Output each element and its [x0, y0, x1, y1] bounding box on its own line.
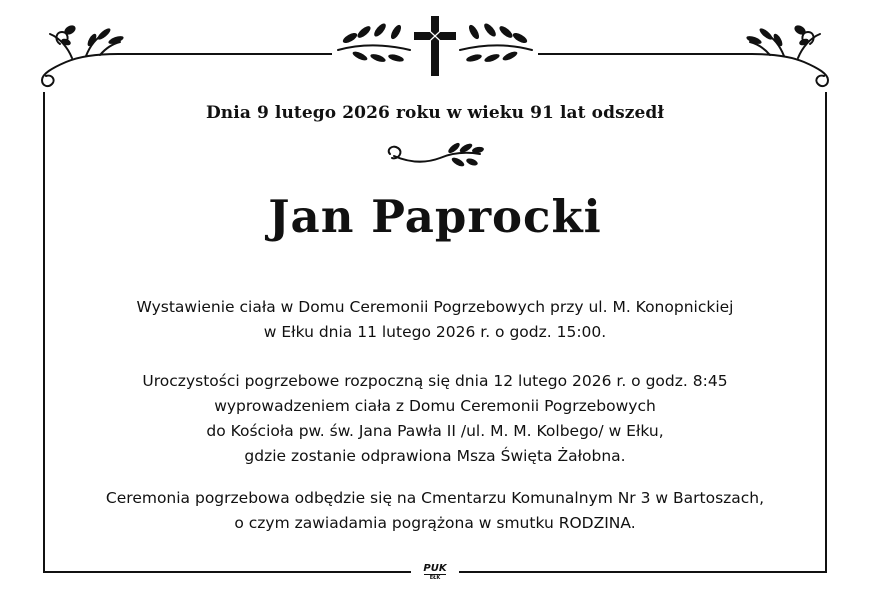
funeral-ceremony-paragraph [60, 369, 810, 469]
puk-logo [415, 563, 455, 583]
paragraph-line: wyprowadzeniem ciała z Domu Ceremonii Pogrzebowych [214, 397, 656, 415]
logo-sub-text: EŁK [424, 574, 446, 581]
paragraph-line: gdzie zostanie odprawiona Msza Święta Żałobna. [244, 447, 626, 465]
leaf-sprig-divider-icon [384, 140, 486, 172]
death-announcement-headline: Dnia 9 lutego 2026 roku w wieku 91 lat odszedł [205, 103, 665, 123]
paragraph-line: Ceremonia pogrzebowa odbędzie się na Cmentarzu Komunalnym Nr 3 w Bartoszach, [105, 489, 765, 507]
cross-with-laurel-icon [338, 16, 532, 76]
paragraph-line: o czym zawiadamia pogrążona w smutku RODZINA. [234, 514, 636, 532]
deceased-name: Jan Paprocki [268, 190, 602, 243]
paragraph-line: do Kościoła pw. św. Jana Pawła II /ul. M. M. Kolbego/ w Ełku, [206, 422, 664, 440]
burial-paragraph [60, 486, 810, 536]
paragraph-line: w Ełku dnia 11 lutego 2026 r. o godz. 15:00. [263, 323, 607, 341]
paragraph-line: Wystawienie ciała w Domu Ceremonii Pogrzebowych przy ul. M. Konopnickiej [136, 298, 734, 316]
viewing-paragraph [60, 295, 810, 345]
floral-corner-left-icon [42, 32, 120, 86]
floral-corner-right-icon [745, 24, 828, 87]
logo-main-text: PUK [423, 563, 447, 574]
paragraph-line: Uroczystości pogrzebowe rozpoczną się dnia 12 lutego 2026 r. o godz. 8:45 [142, 372, 728, 390]
